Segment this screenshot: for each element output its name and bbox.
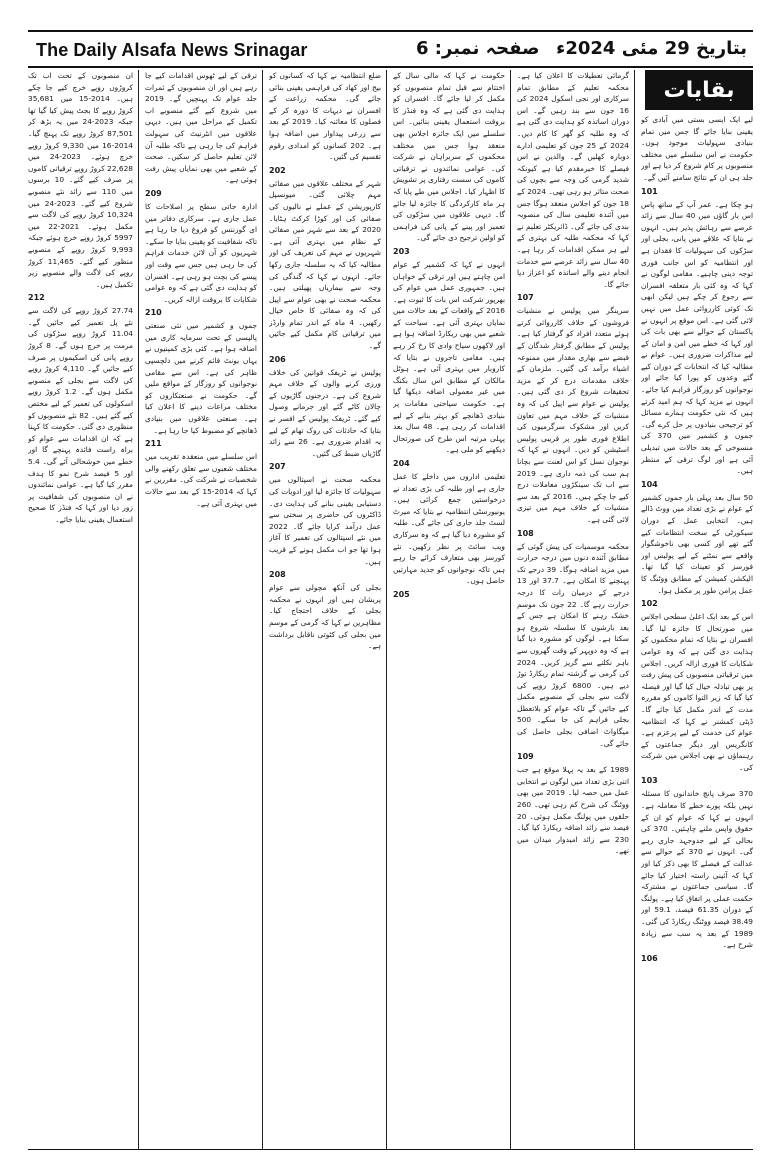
- article-paragraph: ادارہ جاتی سطح پر اصلاحات کا عمل جاری ہے۔ سرکاری دفاتر میں ای گورننس کو فروغ دیا جا رہا ہے تاکہ شفافیت کو یقینی بنایا جا سکے۔ شہریوں کو آن لائن خدمات فراہم کی جا رہی ہیں جس سے وقت اور پیسے کی بچت ہو رہی ہے۔ افسران کو ہدایت دی گئی ہے کہ وہ عوامی شکایات کا بروقت ازالہ کریں۔: [145, 201, 257, 304]
- story-number: 107: [517, 293, 534, 303]
- article-paragraph: شہر کے مختلف علاقوں میں صفائی مہم چلائی گئی۔ میونسپل کارپوریشن کے عملے نے نالیوں کی صفائی کی اور کوڑا کرکٹ ہٹایا۔ 2020 کے بعد سے شہر میں صفائی کے نظام میں بہتری آئی ہے۔ شہریوں نے مہم کی تعریف کی اور مطالبہ کیا کہ یہ سلسلہ جاری رکھا جائے۔ انہوں نے کہا کہ گندگی کی وجہ سے بیماریاں پھیلتی ہیں۔ محکمہ صحت نے بھی عوام سے اپیل کی کہ وہ صفائی کا خاص خیال رکھیں۔ 4 ماہ کے اندر تمام وارڈز میں ترقیاتی کام مکمل کیے جائیں گے۔: [269, 178, 381, 351]
- issue-date: بتاریخ 29 مئی 2024ء: [556, 38, 747, 59]
- bottom-rule: [28, 1149, 753, 1150]
- article-paragraph: سرینگر میں پولیس نے منشیات فروشوں کے خلاف کارروائی کرتے ہوئے متعدد افراد کو گرفتار کیا ہے۔ پولیس کے مطابق گرفتار شدگان کے قبضے سے بھاری مقدار میں ممنوعہ اشیاء برآمد کی گئیں۔ ملزمان کے خلاف مقدمات درج کر کے مزید تحقیقات شروع کر دی گئی ہیں۔ پولیس نے عوام سے اپیل کی کہ وہ منشیات کے خلاف مہم میں تعاون کریں اور مشکوک سرگرمیوں کی اطلاع فوری طور پر قریبی پولیس اسٹیشن کو دیں۔ انہوں نے کہا کہ نوجوان نسل کو اس لعنت سے بچانا ہم سب کی ذمہ داری ہے۔ 2019 سے اب تک سینکڑوں معاملات درج کیے جا چکے ہیں۔ 2016 کے بعد سے منشیات کے خلاف مہم میں تیزی لائی گئی ہے۔: [517, 306, 629, 524]
- article-paragraph: اس سلسلے میں منعقدہ تقریب میں مختلف شعبوں سے تعلق رکھنے والی شخصیات نے شرکت کی۔ مقررین نے کہا کہ 2014-15 کے بعد سے حالات میں بہتری آئی ہے۔: [145, 452, 257, 508]
- article-paragraph: اس کے بعد ایک اعلیٰ سطحی اجلاس میں صورتحال کا جائزہ لیا گیا۔ افسران نے بتایا کہ تمام محکموں کو ہدایت دی گئی ہے کہ وہ عوامی شکایات کا فوری ازالہ کریں۔ اجلاس میں ترقیاتی منصوبوں کی پیش رفت پر بھی تبادلہ خیال کیا گیا اور فیصلہ کیا گیا کہ زیر التوا کاموں کو مقررہ مدت کے اندر مکمل کیا جائے گا۔ ڈپٹی کمشنر نے کہا کہ انتظامیہ عوام کی خدمت کے لیے پرعزم ہے۔ کانگریس اور دیگر جماعتوں کے رہنماؤں نے بھی اجلاس میں شرکت کی۔: [641, 612, 753, 772]
- story-number: 106: [641, 953, 658, 963]
- story-number: 202: [269, 165, 286, 175]
- story-number: 104: [641, 479, 658, 489]
- story-number: 211: [145, 439, 162, 449]
- article-paragraph: حکومت نے کہا کہ مالی سال کے اختتام سے قبل تمام منصوبوں کو مکمل کر لیا جائے گا۔ افسران کو ہدایت دی گئی ہے کہ وہ فنڈز کا بروقت استعمال یقینی بنائیں۔ اس سلسلے میں ایک جائزہ اجلاس بھی منعقد ہوا جس میں مختلف محکموں کے سربراہان نے شرکت کی۔ عوامی نمائندوں نے ترقیاتی کاموں کی سست رفتاری پر تشویش کا اظہار کیا۔ اجلاس میں طے پایا کہ ہر ماہ کارکردگی کا جائزہ لیا جائے گا۔ دیہی علاقوں میں سڑکوں کی تعمیر اور پینے کے پانی کی فراہمی کو اولین ترجیح دی جائے گی۔: [393, 71, 505, 243]
- article-paragraph: ضلع انتظامیہ نے کہا کہ کسانوں کو بیج اور کھاد کی فراہمی یقینی بنائی جائے گی۔ محکمہ زراعت کے افسران نے دیہات کا دورہ کر کے فصلوں کا معائنہ کیا۔ 2019 کے بعد سے زرعی پیداوار میں اضافہ ہوا ہے۔ 202 کسانوں کو امدادی رقوم تقسیم کی گئیں۔: [269, 71, 381, 162]
- story-number: 206: [269, 354, 286, 364]
- column-1: [641, 114, 753, 1150]
- column-divider: [510, 70, 511, 1150]
- newspaper-title: The Daily Alsafa News Srinagar: [36, 40, 308, 60]
- column-4: [269, 70, 381, 1150]
- column-divider: [634, 70, 635, 1150]
- story-number: 209: [145, 188, 162, 198]
- story-number: 103: [641, 776, 658, 786]
- masthead: [28, 36, 753, 64]
- column-divider: [262, 70, 263, 1150]
- article-paragraph: 1989 کے بعد یہ پہلا موقع ہے جب اتنی بڑی تعداد میں لوگوں نے انتخابی عمل میں حصہ لیا۔ 2019 میں بھی ووٹنگ کی شرح کم رہی تھی۔ 260 حلقوں میں پولنگ مکمل ہوئی۔ 20 فیصد سے زائد اضافہ ریکارڈ کیا گیا۔ 230 سے زائد امیدوار میدان میں تھے۔: [517, 765, 629, 856]
- masthead-rule: [28, 66, 753, 68]
- column-6: [28, 70, 133, 1150]
- section-banner: بقایات: [645, 70, 753, 110]
- story-number: 204: [393, 459, 410, 468]
- article-paragraph: 370 صرف پانچ خاندانوں کا مسئلہ نہیں بلکہ پورے خطے کا معاملہ ہے۔ انہوں نے کہا کہ عوام کو ان کے حقوق واپس ملنے چاہئیں۔ 370 کی بحالی کے لیے جدوجہد جاری رہے گی۔ انہوں نے 370 کے حوالے سے عدالت کے فیصلے کا بھی ذکر کیا اور کہا کہ آئینی راستہ اختیار کیا جائے گا۔ سیاسی جماعتوں نے مشترکہ حکمت عملی پر اتفاق کیا ہے۔ پولنگ کے دوران 61.35 فیصد، 59.1 اور 38.49 فیصد ووٹنگ ریکارڈ کی گئی۔ 1989 کے بعد یہ سب سے زیادہ شرح ہے۔: [641, 789, 753, 950]
- story-number: 108: [517, 528, 534, 538]
- story-number: 205: [393, 589, 410, 599]
- article-paragraph: جموں و کشمیر میں نئی صنعتی پالیسی کے تحت سرمایہ کاری میں اضافہ ہوا ہے۔ کئی بڑی کمپنیوں نے یہاں یونٹ قائم کرنے میں دلچسپی ظاہر کی ہے۔ اس سے مقامی نوجوانوں کو روزگار کے مواقع ملیں گے۔ حکومت نے صنعتکاروں کو مختلف مراعات دینے کا اعلان کیا ہے۔ صنعتی علاقوں میں بنیادی ڈھانچے کو مضبوط کیا جا رہا ہے۔: [145, 321, 257, 435]
- article-paragraph: ہو چکا ہے۔ عمر آپ کے ساتھ پاس اس بار گاؤں میں 40 سال سے زائد عرصے سے رہائش پذیر ہیں۔ انہوں نے بتایا کہ علاقے میں پانی، بجلی اور سڑکوں کی سہولیات کا فقدان ہے اور انتظامیہ کو اس جانب فوری توجہ دینی چاہیے۔ مقامی لوگوں نے کہا کہ وہ کئی بار متعلقہ افسران سے رجوع کر چکے ہیں لیکن ابھی تک کوئی کارروائی عمل میں نہیں لائی گئی ہے۔ اس موقع پر انہوں نے پاکستان کے حوالے سے بھی بات کی اور کہا کہ خطے میں امن و امان کے لیے مذاکرات ضروری ہیں۔ عوام نے مطالبہ کیا کہ انتخابات کے دوران کیے گئے وعدوں کو پورا کیا جائے اور نوجوانوں کو روزگار فراہم کیا جائے۔ انہوں نے مزید کہا کہ ہم امید کرتے ہیں کہ نئی حکومت ہمارے مسائل کو ترجیحی بنیادوں پر حل کرے گی۔ جموں و کشمیر میں 370 کی منسوخی کے بعد حالات میں تبدیلی آئی ہے اور لوگ ترقی کے منتظر ہیں۔: [641, 199, 753, 476]
- article-paragraph: 27.74 کروڑ روپے کی لاگت سے نئے پل تعمیر کیے جائیں گے۔ 11.04 کروڑ روپے سڑکوں کی مرمت پر خرچ ہوں گے۔ 8 کروڑ روپے پانی کی اسکیموں پر صرف کیے جائیں گے۔ 4,110 کروڑ روپے کی لاگت سے بجلی کے منصوبے مکمل ہوں گے۔ 1.2 کروڑ روپے اسکولوں کی تعمیر کے لیے مختص کیے گئے ہیں۔ 82 نئے منصوبوں کو منظوری دی گئی۔ حکومت کا کہنا ہے کہ ان اقدامات سے عوام کو براہ راست فائدہ پہنچے گا اور خطے میں خوشحالی آئے گی۔ 5.4 اور 5 فیصد شرح نمو کا ہدف مقرر کیا گیا ہے۔ عوامی نمائندوں نے ان منصوبوں کی شفافیت پر زور دیا اور کہا کہ فنڈز کا صحیح استعمال یقینی بنایا جائے۔: [28, 306, 133, 524]
- article-paragraph: انہوں نے کہا کہ کشمیر کے عوام امن چاہتے ہیں اور ترقی کے خواہاں ہیں۔ جمہوری عمل میں عوام کی بھرپور شرکت اس بات کا ثبوت ہے۔ 2016 کے واقعات کے بعد حالات میں نمایاں بہتری آئی ہے۔ سیاحت کے شعبے میں بھی ریکارڈ اضافہ ہوا ہے اور لاکھوں سیاح وادی کا رخ کر رہے ہیں۔ مقامی تاجروں نے بتایا کہ کاروبار میں بہتری آئی ہے۔ ہوٹل مالکان کے مطابق اس سال بکنگ میں غیر معمولی اضافہ دیکھا گیا ہے۔ حکومت سیاحتی مقامات پر بنیادی ڈھانچے کو بہتر بنانے کے لیے اقدامات کر رہی ہے۔ 48 سال بعد پہلی مرتبہ اس طرح کی صورتحال دیکھنے کو ملی ہے۔: [393, 259, 505, 455]
- article-paragraph: ترقی کے لیے ٹھوس اقدامات کیے جا رہے ہیں اور ان منصوبوں کے ثمرات جلد عوام تک پہنچیں گے۔ 2019 میں شروع کیے گئے منصوبے اب تکمیل کے مراحل میں ہیں۔ دیہی علاقوں میں انٹرنیٹ کی سہولت فراہم کی جا رہی ہے تاکہ طلبہ آن لائن تعلیم حاصل کر سکیں۔ صحت کے شعبے میں بھی نمایاں پیش رفت ہوئی ہے۔: [145, 71, 257, 185]
- article-columns: [28, 70, 753, 1150]
- top-rule: [28, 30, 753, 32]
- story-number: 212: [28, 293, 45, 303]
- column-divider: [386, 70, 387, 1150]
- column-5: [145, 70, 257, 1150]
- article-paragraph: پولیس نے ٹریفک قوانین کی خلاف ورزی کرنے والوں کے خلاف مہم شروع کی ہے۔ درجنوں گاڑیوں کے چالان کاٹے گئے اور جرمانے وصول کیے گئے۔ ٹریفک پولیس کے افسر نے بتایا کہ حادثات کی روک تھام کے لیے یہ اقدام ضروری ہے۔ 26 سے زائد گاڑیاں ضبط کی گئیں۔: [269, 367, 381, 458]
- article-paragraph: گرمائی تعطیلات کا اعلان کیا ہے۔ محکمہ تعلیم کے مطابق تمام سرکاری اور نجی اسکول 2024 کی 16 جون سے بند رہیں گے۔ اس دوران اساتذہ کو ہدایت دی گئی ہے کہ وہ طلبہ کو گھر کا کام دیں۔ 2024 کے 25 جون کو تعلیمی ادارے دوبارہ کھلیں گے۔ والدین نے اس فیصلے کا خیرمقدم کیا ہے کیونکہ شدید گرمی کی وجہ سے بچوں کی صحت متاثر ہو رہی تھی۔ 2024 کے 18 جون کو اجلاس منعقد ہوگا جس میں آئندہ تعلیمی سال کی منصوبہ بندی کی جائے گی۔ ڈائریکٹر تعلیم نے کہا کہ محکمہ طلبہ کی بہتری کے لیے ہر ممکن اقدامات کر رہا ہے۔ 40 سال سے زائد عرصے سے خدمات انجام دینے والے اساتذہ کو اعزاز دیا جائے گا۔: [517, 71, 629, 289]
- newspaper-page: [28, 30, 753, 1150]
- page-number: صفحہ نمبر: 6: [416, 38, 540, 59]
- story-number: 109: [517, 752, 534, 762]
- column-divider: [138, 70, 139, 1150]
- article-paragraph: محکمہ صحت نے اسپتالوں میں سہولیات کا جائزہ لیا اور ادویات کی دستیابی یقینی بنانے کی ہدایت دی۔ ڈاکٹروں کی حاضری پر سختی سے عمل درآمد کرایا جائے گا۔ 2022 میں نئے اسپتالوں کی تعمیر کا آغاز ہوا تھا جو اب مکمل ہونے کے قریب ہیں۔: [269, 475, 381, 566]
- story-number: 203: [393, 246, 410, 256]
- column-2: [517, 70, 629, 1150]
- story-number: 102: [641, 599, 658, 609]
- story-number: 208: [269, 570, 286, 580]
- story-number: 207: [269, 462, 286, 472]
- column-3: [393, 70, 505, 1150]
- article-paragraph: بجلی کی آنکھ مچولی سے عوام پریشان ہیں اور انہوں نے محکمہ بجلی کے خلاف احتجاج کیا۔ مظاہرین نے کہا کہ گرمی کے موسم میں بجلی کی کٹوتی ناقابل برداشت ہے۔: [269, 583, 381, 651]
- article-paragraph: تعلیمی اداروں میں داخلے کا عمل جاری ہے اور طلبہ کی بڑی تعداد نے درخواستیں جمع کرائی ہیں۔ یونیورسٹی انتظامیہ نے بتایا کہ میرٹ لسٹ جلد جاری کی جائے گی۔ طلبہ کو مشورہ دیا گیا ہے کہ وہ سرکاری ویب سائٹ پر نظر رکھیں۔ نئے کورسز بھی متعارف کرائے جا رہے ہیں تاکہ نوجوانوں کو جدید مہارتیں حاصل ہوں۔: [393, 472, 505, 586]
- article-paragraph: محکمہ موسمیات کی پیش گوئی کے مطابق آئندہ دنوں میں درجہ حرارت میں مزید اضافہ ہوگا۔ 39 درجے تک پہنچنے کا امکان ہے۔ 37.7 اور 13 درجے کے درمیان رات کا درجہ حرارت رہے گا۔ 22 جون تک موسم خشک رہنے کا امکان ہے جس کے بعد بارشوں کا سلسلہ شروع ہو سکتا ہے۔ لوگوں کو مشورہ دیا گیا ہے کہ وہ دوپہر کے وقت گھروں سے باہر نکلنے سے گریز کریں۔ 2024 کی گرمی نے گزشتہ تمام ریکارڈ توڑ دیے ہیں۔ 6800 کروڑ روپے کی لاگت سے بجلی کے منصوبے مکمل کیے جائیں گے تاکہ عوام کو بلاتعطل بجلی فراہم کی جا سکے۔ 500 میگاواٹ اضافی بجلی حاصل کی جائے گی۔: [517, 541, 629, 748]
- story-number: 210: [145, 308, 162, 318]
- article-paragraph: 50 سال بعد پہلی بار جموں کشمیر کے عوام نے بڑی تعداد میں ووٹ ڈالے ہیں۔ انتخابی عمل کے دوران سیکورٹی کے سخت انتظامات کیے گئے تھے اور کسی بھی ناخوشگوار واقعے سے نمٹنے کے لیے پولیس اور فورسز کو تعینات کیا گیا تھا۔ الیکشن کمیشن کے مطابق ووٹنگ کا عمل پرامن طور پر مکمل ہوا۔: [641, 492, 753, 595]
- article-paragraph: ان منصوبوں کے تحت اب تک کروڑوں روپے خرچ کیے جا چکے ہیں۔ 2014-15 میں 35,681 کروڑ روپے کا بجٹ پیش کیا گیا تھا جبکہ 2023-24 میں یہ بڑھ کر 87,501 کروڑ روپے تک پہنچ گیا۔ 2014-16 میں 9,330 کروڑ روپے خرچ ہوئے۔ 2023-24 میں 22,628 کروڑ روپے ترقیاتی کاموں پر صرف کیے گئے۔ 10 برسوں میں 110 سے زائد نئے منصوبے شروع کیے گئے۔ 2023-24 میں 10,324 کروڑ روپے کی لاگت سے مکمل ہوئے۔ 2021-22 میں 5997 کروڑ روپے خرچ ہوئے جبکہ 9,993 کروڑ روپے کے منصوبے منظور کیے گئے۔ 11,465 کروڑ روپے کی لاگت والے منصوبے زیر تکمیل ہیں۔: [28, 71, 133, 289]
- story-number: 101: [641, 186, 658, 196]
- article-paragraph: لیے ایک ایسی بستی میں آبادی کو یقینی بنایا جائے گا جس میں تمام بنیادی سہولیات موجود ہوں۔ حکومت نے اس سلسلے میں مختلف منصوبوں پر کام شروع کر دیا ہے اور جلد ہی ان کے نتائج سامنے آئیں گے۔: [641, 115, 753, 182]
